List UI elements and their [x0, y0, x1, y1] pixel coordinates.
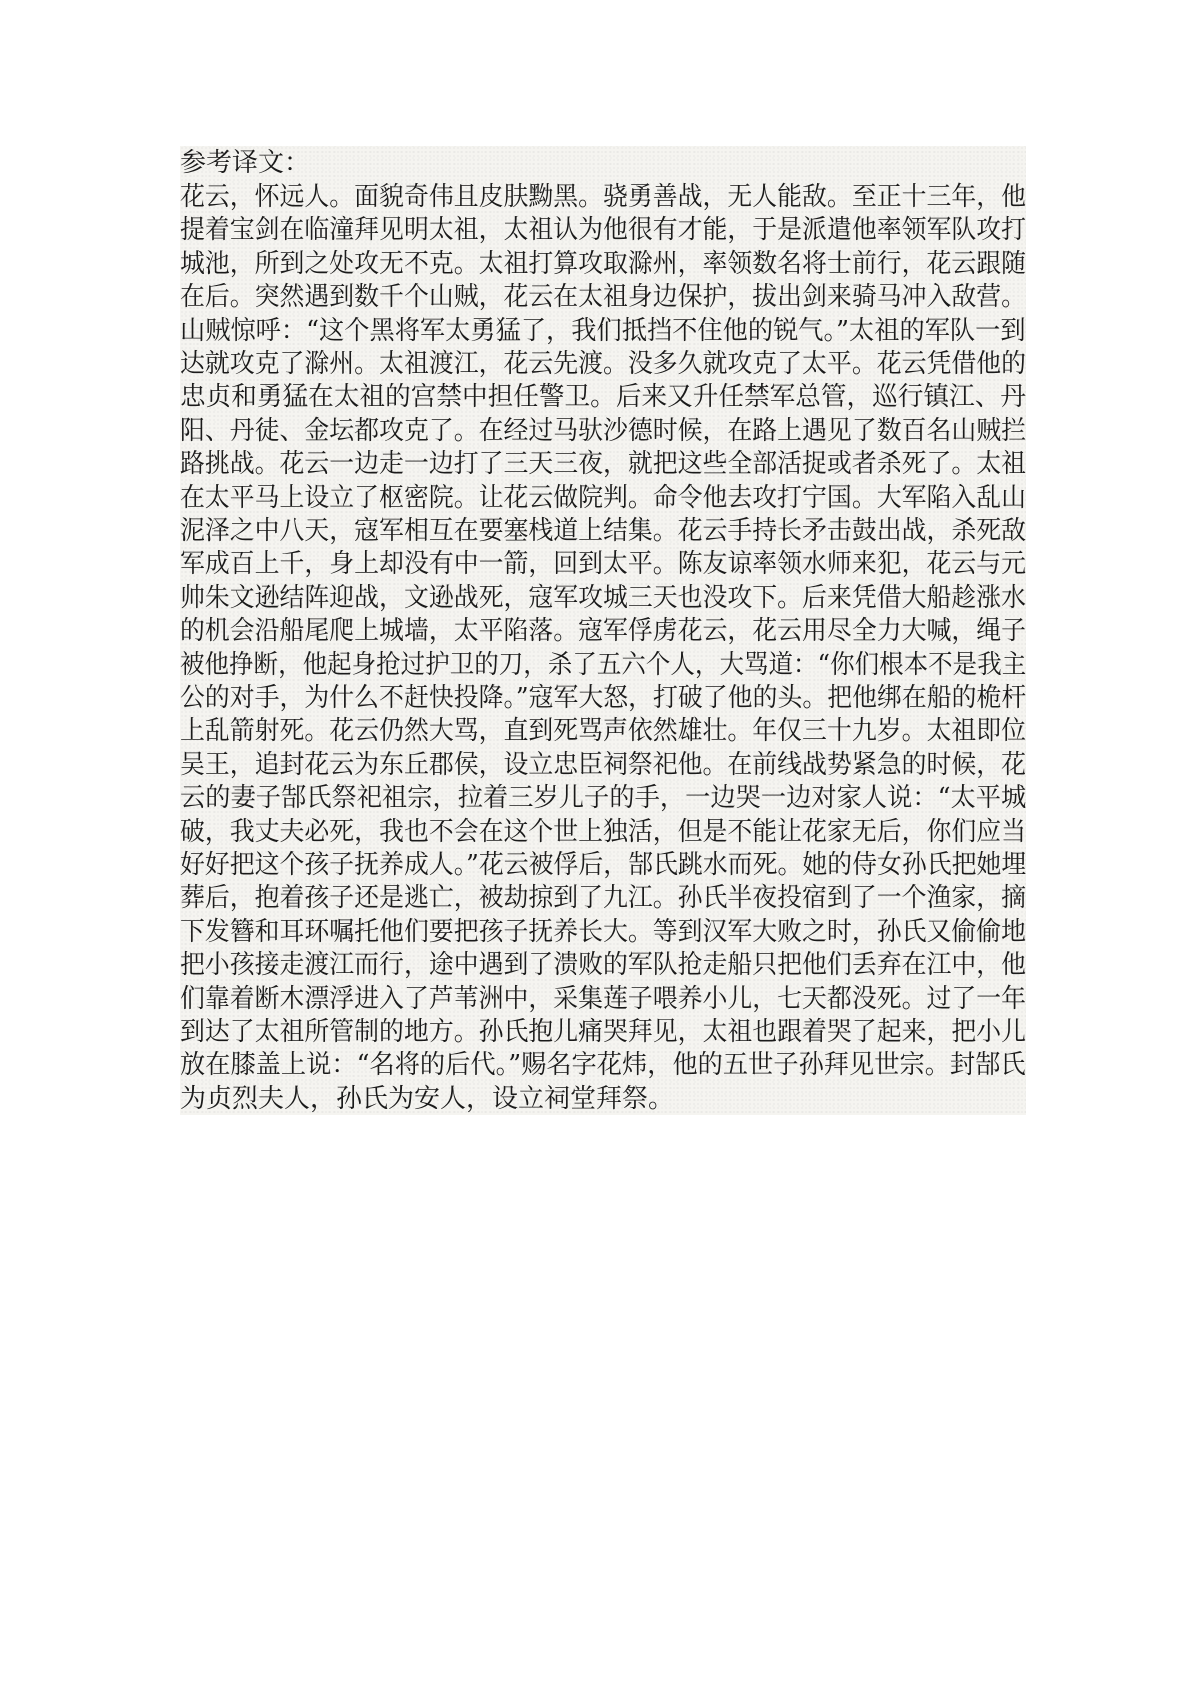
document-heading: 参考译文：: [180, 148, 311, 178]
text-line: 在太平马上设立了枢密院。让花云做院判。命令他去攻打宁国。大军陷入乱山: [180, 482, 1027, 513]
text-line: 忠贞和勇猛在太祖的宫禁中担任警卫。后来又升任禁军总管，巡行镇江、丹: [180, 382, 1027, 413]
text-line: 好好把这个孩子抚养成人。”花云被俘后，郜氏跳水而死。她的侍女孙氏把她埋: [180, 850, 1027, 880]
text-line: 路挑战。花云一边走一边打了三天三夜，就把这些全部活捉或者杀死了。太祖: [180, 449, 1027, 480]
text-line: 到达了太祖所管制的地方。孙氏抱儿痛哭拜见，太祖也跟着哭了起来，把小儿: [180, 1017, 1027, 1047]
text-line: 下发簪和耳环嘱托他们要把孩子抚养长大。等到汉军大败之时，孙氏又偷偷地: [180, 916, 1027, 947]
text-line: 葬后，抱着孩子还是逃亡，被劫掠到了九江。孙氏半夜投宿到了一个渔家，摘: [180, 883, 1027, 914]
text-line: 放在膝盖上说：“名将的后代。”赐名字花炜，他的五世子孙拜见世宗。封郜氏: [180, 1050, 1026, 1081]
text-line: 为贞烈夫人，孙氏为安人，设立祠堂拜祭。: [180, 1083, 675, 1114]
text-line: 的机会沿船尾爬上城墙，太平陷落。寇军俘虏花云，花云用尽全力大喊，绳子: [180, 616, 1027, 647]
text-line: 在后。突然遇到数千个山贼，花云在太祖身边保护，拔出剑来骑马冲入敌营。: [180, 282, 1027, 313]
translation-text-block: [180, 146, 1026, 1115]
text-line: 公的对手，为什么不赶快投降。”寇军大怒，打破了他的头。把他绑在船的桅杆: [180, 683, 1027, 713]
text-line: 上乱箭射死。花云仍然大骂，直到死骂声依然雄壮。年仅三十九岁。太祖即位: [180, 716, 1027, 747]
text-line: 军成百上千，身上却没有中一箭，回到太平。陈友谅率领水师来犯，花云与元: [180, 549, 1027, 580]
text-line: 云的妻子郜氏祭祀祖宗，拉着三岁儿子的手，一边哭一边对家人说：“太平城: [180, 783, 1027, 814]
text-line: 山贼惊呼：“这个黑将军太勇猛了，我们抵挡不住他的锐气。”太祖的军队一到: [180, 315, 1026, 346]
text-line: 提着宝剑在临潼拜见明太祖，太祖认为他很有才能，于是派遣他率领军队攻打: [180, 215, 1027, 246]
text-line: 吴王，追封花云为东丘郡侯，设立忠臣祠祭祀他。在前线战势紧急的时候，花: [180, 749, 1027, 780]
text-line: 们靠着断木漂浮进入了芦苇洲中，采集莲子喂养小儿，七天都没死。过了一年: [180, 983, 1027, 1014]
text-line: 把小孩接走渡江而行，途中遇到了溃败的军队抢走船只把他们丢弃在江中，他: [180, 950, 1027, 981]
text-line: 泥泽之中八天，寇军相互在要塞栈道上结集。花云手持长矛击鼓出战，杀死敌: [180, 516, 1027, 546]
text-line: 被他挣断，他起身抢过护卫的刀，杀了五六个人，大骂道：“你们根本不是我主: [180, 649, 1027, 680]
text-line: 帅朱文逊结阵迎战，文逊战死，寇军攻城三天也没攻下。后来凭借大船趁涨水: [180, 582, 1027, 613]
text-line: 花云，怀远人。面貌奇伟且皮肤黝黑。骁勇善战，无人能敌。至正十三年，他: [180, 182, 1027, 212]
text-line: 城池，所到之处攻无不克。太祖打算攻取滁州，率领数名将士前行，花云跟随: [180, 248, 1027, 279]
text-line: 达就攻克了滁州。太祖渡江，花云先渡。没多久就攻克了太平。花云凭借他的: [180, 349, 1027, 379]
text-line: 破，我丈夫必死，我也不会在这个世上独活，但是不能让花家无后，你们应当: [180, 816, 1027, 847]
text-line: 阳、丹徒、金坛都攻克了。在经过马驮沙德时候，在路上遇见了数百名山贼拦: [180, 415, 1027, 446]
